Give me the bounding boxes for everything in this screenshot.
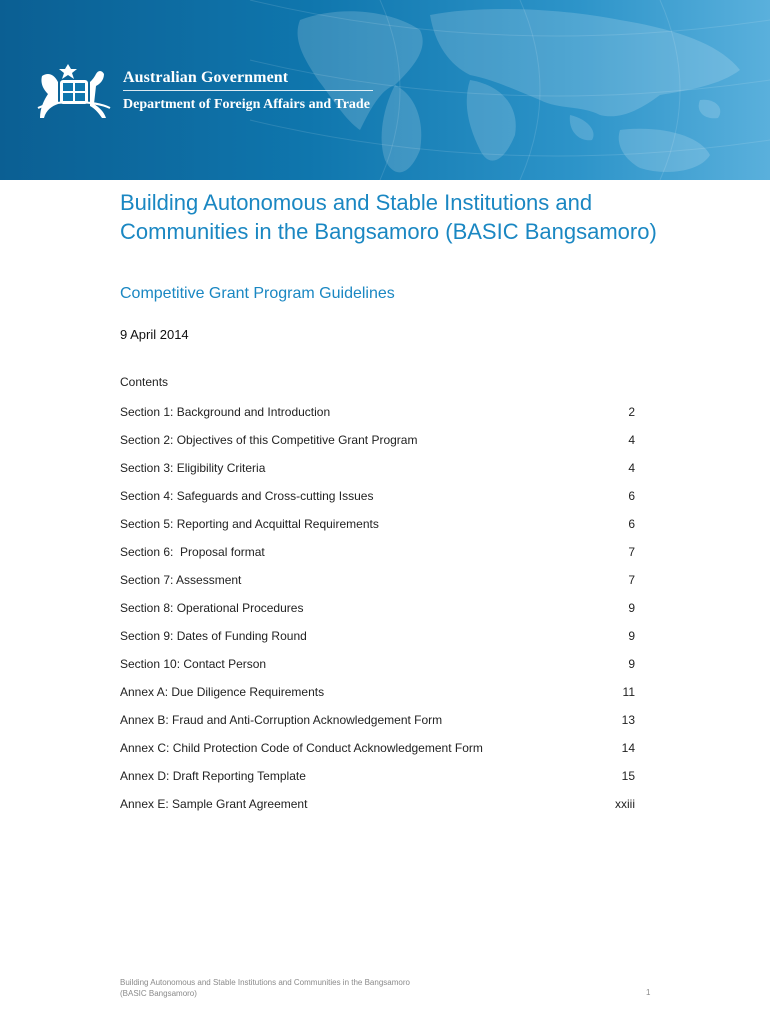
toc-row[interactable]	[120, 790, 635, 818]
toc-entry-title: Annex A: Due Diligence Requirements	[120, 685, 325, 699]
toc-entry-title: Section 5: Reporting and Acquittal Requirements	[120, 517, 379, 531]
toc-entry-page: 9	[628, 629, 635, 643]
toc-entry-page: 13	[621, 713, 635, 727]
header-banner	[0, 0, 770, 180]
footer-line-2: (BASIC Bangsamoro)	[120, 989, 197, 998]
toc-entry-page: 9	[628, 657, 635, 671]
department-name: Department of Foreign Affairs and Trade	[123, 97, 370, 112]
toc-entry-title: Section 10: Contact Person	[120, 657, 267, 671]
toc-entry-title: Section 2: Objectives of this Competitive Grant Program	[120, 433, 418, 447]
toc-entry-title: Annex E: Sample Grant Agreement	[120, 797, 308, 811]
document-date: 9 April 2014	[120, 327, 189, 342]
toc-row[interactable]	[120, 734, 635, 762]
toc-row[interactable]	[120, 566, 635, 594]
toc-row[interactable]	[120, 398, 635, 426]
document-title: Building Autonomous and Stable Institutions and Communities in the Bangsamoro (BASIC Bangsamoro)	[120, 190, 657, 244]
toc-row[interactable]	[120, 482, 635, 510]
toc-entry-title: Section 4: Safeguards and Cross-cutting Issues	[120, 489, 374, 503]
toc-entry-title: Section 7: Assessment	[120, 573, 242, 587]
document-subtitle: Competitive Grant Program Guidelines	[120, 285, 395, 302]
toc-row[interactable]	[120, 678, 635, 706]
toc-entry-page: 7	[628, 545, 635, 559]
contents-heading: Contents	[120, 375, 169, 389]
toc-entry-title: Annex C: Child Protection Code of Conduct Acknowledgement Form	[120, 741, 483, 755]
toc-entry-page: 4	[628, 433, 635, 447]
toc-entry-page: 2	[628, 405, 635, 419]
toc-entry-title: Section 6: Proposal format	[120, 545, 265, 559]
toc-row[interactable]	[120, 454, 635, 482]
table-of-contents	[120, 398, 635, 818]
footer-line-1: Building Autonomous and Stable Institutions and Communities in the Bangsamoro	[120, 978, 410, 987]
toc-row[interactable]	[120, 706, 635, 734]
toc-entry-page: 7	[628, 573, 635, 587]
coat-of-arms-icon	[34, 60, 114, 122]
toc-entry-page: 14	[621, 741, 635, 755]
toc-row[interactable]	[120, 594, 635, 622]
toc-entry-title: Section 8: Operational Procedures	[120, 601, 304, 615]
toc-entry-page: 6	[628, 489, 635, 503]
toc-entry-title: Annex D: Draft Reporting Template	[120, 769, 306, 783]
toc-row[interactable]	[120, 622, 635, 650]
toc-row[interactable]	[120, 510, 635, 538]
toc-entry-page: 4	[628, 461, 635, 475]
toc-entry-title: Section 3: Eligibility Criteria	[120, 461, 266, 475]
footer-page-number: 1	[646, 988, 651, 997]
toc-entry-title: Section 9: Dates of Funding Round	[120, 629, 307, 643]
toc-entry-page: 11	[622, 685, 635, 699]
toc-row[interactable]	[120, 762, 635, 790]
toc-entry-title: Section 1: Background and Introduction	[120, 405, 331, 419]
government-name: Australian Government	[123, 69, 289, 86]
world-map	[0, 0, 770, 180]
header-divider	[123, 90, 373, 91]
toc-entry-page: xxiii	[615, 797, 635, 811]
toc-entry-page: 6	[628, 517, 635, 531]
toc-row[interactable]	[120, 538, 635, 566]
toc-entry-page: 9	[628, 601, 635, 615]
toc-entry-title: Annex B: Fraud and Anti-Corruption Acknowledgement Form	[120, 713, 443, 727]
toc-row[interactable]	[120, 650, 635, 678]
toc-row[interactable]	[120, 426, 635, 454]
footer-document-name	[120, 977, 410, 999]
toc-entry-page: 15	[621, 769, 635, 783]
